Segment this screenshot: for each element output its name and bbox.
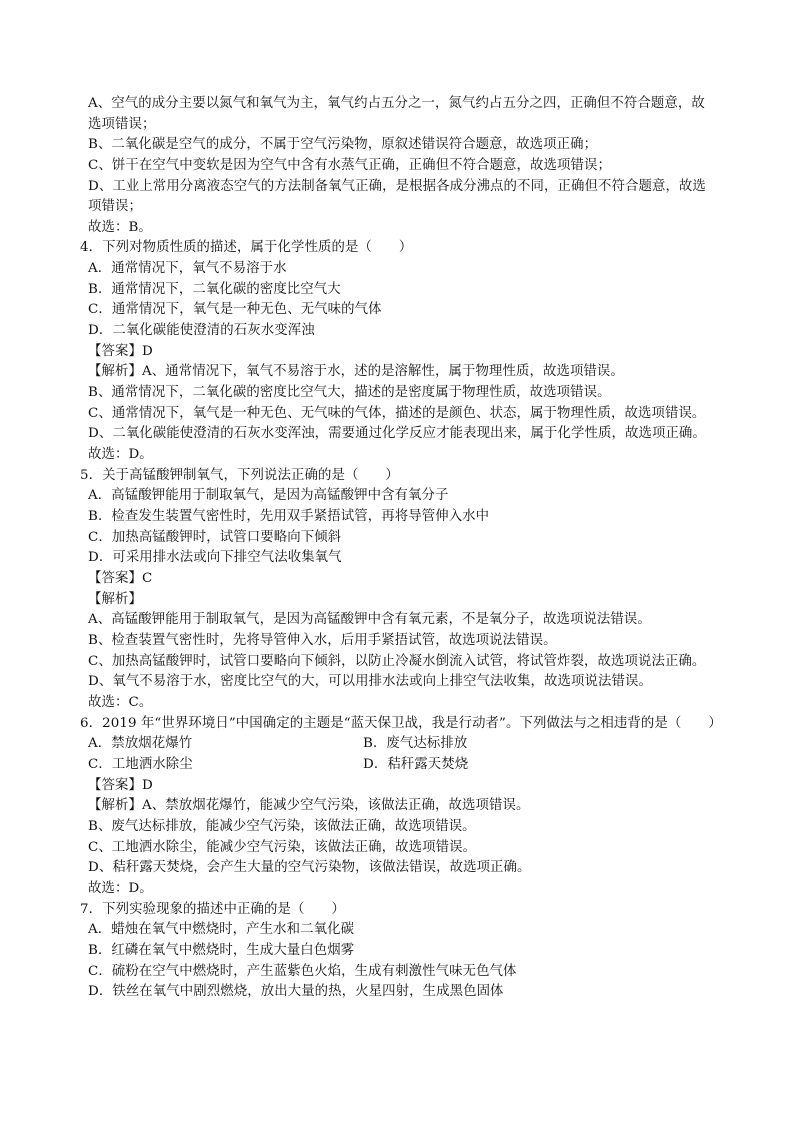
analysis-line: B、通常情况下，二氧化碳的密度比空气大，描述的是密度属于物理性质，故选项错误。 [88, 385, 611, 400]
answer: 【答案】D [88, 778, 153, 793]
analysis-line: C、工地洒水除尘，能减少空气污染，该做法正确，故选项错误。 [88, 840, 477, 855]
question-stem: 5．关于高锰酸钾制氧气，下列说法正确的是（ ） [80, 468, 399, 483]
option: C．硫粉在空气中燃烧时，产生蓝紫色火焰，生成有刺激性气味无色气体 [88, 964, 517, 979]
analysis-line: B、废气达标排放，能减少空气污染，该做法正确，故选项错误。 [88, 819, 476, 834]
option: A．蜡烛在氧气中燃烧时，产生水和二氧化碳 [88, 922, 355, 937]
analysis-line: C、加热高锰酸钾时，试管口要略向下倾斜，以防止冷凝水倒流入试管，将试管炸裂，故选项说法正确。 [88, 654, 706, 669]
analysis-line: B、检查装置气密性时，先将导管伸入水，后用手紧捂试管，故选项说法错误。 [88, 633, 557, 648]
option: C．加热高锰酸钾时，试管口要略向下倾斜 [88, 530, 342, 545]
analysis-line: 【解析】A、禁放烟花爆竹，能减少空气污染，该做法正确，故选项错误。 [88, 798, 530, 813]
option: D．秸秆露天焚烧 [363, 757, 469, 772]
option: A．高锰酸钾能用于制取氧气，是因为高锰酸钾中含有氧分子 [88, 488, 449, 503]
analysis-line: 项错误； [88, 199, 142, 214]
analysis-line: D、二氧化碳能使澄清的石灰水变浑浊，需要通过化学反应才能表现出来，属于化学性质，故选项正确。 [88, 426, 706, 441]
conclusion: 故选：D。 [88, 447, 153, 462]
analysis-line: C、通常情况下，氧气是一种无色、无气味的气体，描述的是颜色、状态，属于物理性质，故选项错误。 [88, 406, 706, 421]
answer: 【答案】D [88, 344, 153, 359]
option: A．通常情况下，氧气不易溶于水 [88, 261, 287, 276]
analysis-line: D、工业上常用分离液态空气的方法制备氧气正确，是根据各成分沸点的不同，正确但不符合题意，故选 [88, 179, 706, 194]
option: C．工地洒水除尘 [88, 757, 193, 772]
question-stem: 6．2019 年“世界环境日”中国确定的主题是“蓝天保卫战，我是行动者”。下列做法与之相违背的是（ ） [80, 716, 722, 731]
option: B．检查发生装置气密性时，先用双手紧捂试管，再将导管伸入水中 [88, 509, 490, 524]
answer: 【答案】C [88, 571, 153, 586]
conclusion: 故选：C。 [88, 695, 153, 710]
conclusion: 故选：B。 [88, 220, 152, 235]
analysis-line: D、秸秆露天焚烧，会产生大量的空气污染物，该做法错误，故选项正确。 [88, 860, 531, 875]
option: D．二氧化碳能使澄清的石灰水变浑浊 [88, 323, 315, 338]
analysis-line: A、空气的成分主要以氮气和氧气为主，氧气约占五分之一，氮气约占五分之四，正确但不符合题意，故 [88, 96, 705, 111]
analysis-line: C、饼干在空气中变软是因为空气中含有水蒸气正确，正确但不符合题意，故选项错误； [88, 158, 611, 173]
analysis-line: D、氧气不易溶于水，密度比空气的大，可以用排水法或向上排空气法收集，故选项说法错误。 [88, 674, 652, 689]
option: D．铁丝在氧气中剧烈燃烧，放出大量的热，火星四射，生成黑色固体 [88, 984, 504, 999]
analysis-line: B、二氧化碳是空气的成分，不属于空气污染物，原叙述错误符合题意，故选项正确； [88, 137, 598, 152]
question-stem: 4．下列对物质性质的描述，属于化学性质的是（ ） [80, 240, 413, 255]
option: B．废气达标排放 [363, 736, 468, 751]
option: D．可采用排水法或向下排空气法收集氧气 [88, 550, 342, 565]
analysis-line: A、高锰酸钾能用于制取氧气，是因为高锰酸钾中含有氧元素，不是氧分子，故选项说法错误。 [88, 612, 651, 627]
option: B．红磷在氧气中燃烧时，生成大量白色烟雾 [88, 943, 355, 958]
question-stem: 7．下列实验现象的描述中正确的是（ ） [80, 902, 345, 917]
conclusion: 故选：D。 [88, 881, 153, 896]
analysis-line: 【解析】A、通常情况下，氧气不易溶于水，述的是溶解性，属于物理性质，故选项错误。 [88, 364, 624, 379]
option: A．禁放烟花爆竹 [88, 736, 193, 751]
option: B．通常情况下，二氧化碳的密度比空气大 [88, 282, 341, 297]
analysis-label: 【解析】 [88, 592, 142, 607]
option: C．通常情况下，氧气是一种无色、无气味的气体 [88, 302, 382, 317]
analysis-line: 选项错误； [88, 117, 156, 132]
